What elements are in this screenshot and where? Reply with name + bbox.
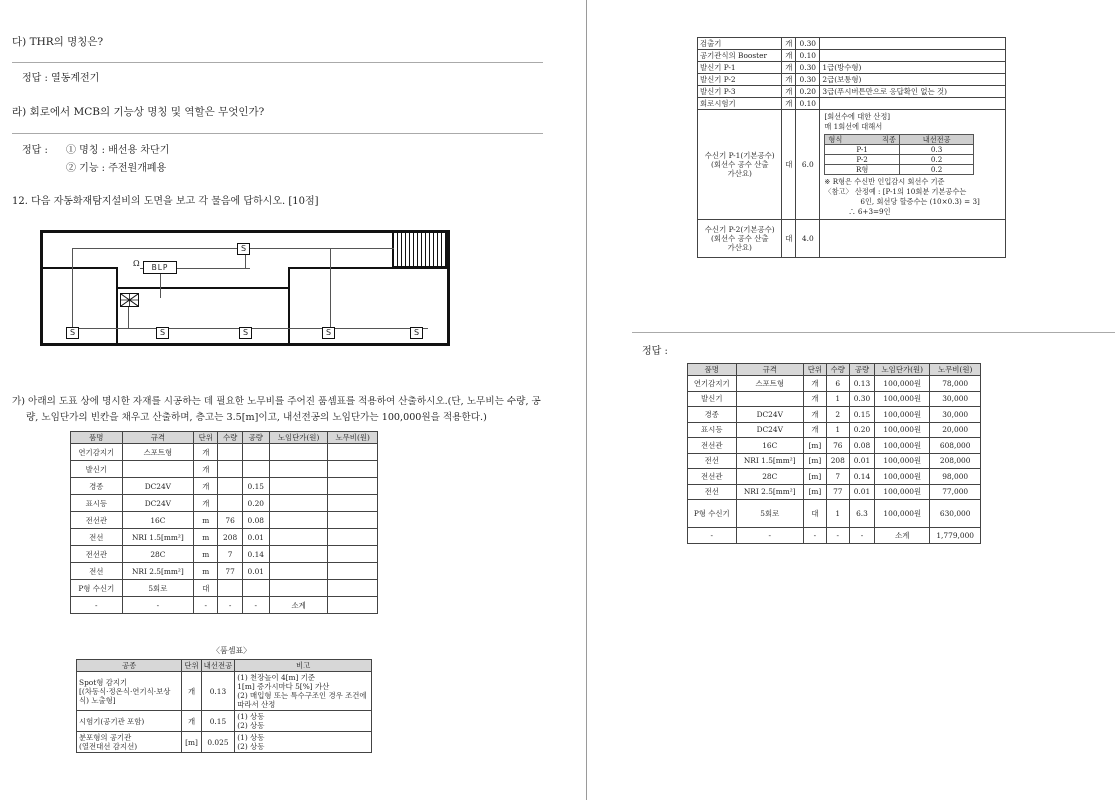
ref-labor: 0.30 [796, 62, 820, 74]
table-cell: 전선관 [688, 469, 737, 485]
answer-ra-label: 정답 : [22, 145, 48, 156]
blp-panel: BLP [143, 261, 177, 274]
column-header: 단위 [803, 364, 826, 376]
column-header: 공량 [242, 432, 269, 444]
inner-header-type: 형식 [828, 135, 843, 144]
column-header: 규격 [736, 364, 803, 376]
table-cell [269, 563, 328, 580]
pumsem-name: 시험기(공기관 포함) [77, 711, 182, 732]
rule [12, 133, 543, 134]
column-header: 규격 [122, 432, 194, 444]
table-cell: - [242, 597, 269, 614]
table-cell: - [194, 597, 218, 614]
table-cell: 78,000 [930, 376, 981, 392]
ref-labor: 0.20 [796, 86, 820, 98]
answer-label: 정답 : [642, 346, 668, 357]
ref-unit: 개 [782, 86, 796, 98]
table-cell: 스포트형 [122, 444, 194, 461]
table-cell: m [194, 529, 218, 546]
table-cell: 100,000원 [875, 422, 930, 438]
pumsem-title: 〈품셈표〉 [212, 646, 252, 655]
column-header: 노임단가(원) [875, 364, 930, 376]
table-cell [218, 495, 242, 512]
table-cell: 100,000원 [875, 438, 930, 454]
rule [12, 62, 543, 63]
pumsem-note: (1) 상동 (2) 상동 [235, 732, 372, 753]
table-cell: 0.20 [849, 422, 874, 438]
table-cell: 0.14 [242, 546, 269, 563]
table-row [71, 580, 378, 597]
table-cell: 0.13 [849, 376, 874, 392]
table-row [71, 444, 378, 461]
table-cell: [m] [803, 453, 826, 469]
table-cell: 경종 [71, 478, 123, 495]
table-cell [328, 563, 378, 580]
column-header: 품명 [71, 432, 123, 444]
table-row [688, 438, 981, 454]
table-cell: 100,000원 [875, 469, 930, 485]
table-cell: m [194, 546, 218, 563]
pumsem-unit: 개 [182, 672, 201, 711]
answer-table [687, 363, 981, 544]
table-cell: 208,000 [930, 453, 981, 469]
table-cell: 6.3 [849, 500, 874, 528]
table-cell [328, 495, 378, 512]
table-cell: 스포트형 [736, 376, 803, 392]
question-ga-line1: 가) 아래의 도표 상에 명시한 자재를 시공하는 데 필요한 노무비를 주어진 품셈표를 적용하여 산출하시오.(단, 노무비는 수량, 공 [12, 396, 541, 407]
answer-ra-1: ① 명칭 : 배선용 차단기 [66, 145, 170, 156]
ref-labor: 6.0 [796, 110, 820, 220]
table-cell [269, 512, 328, 529]
table-cell [269, 444, 328, 461]
table-cell [242, 461, 269, 478]
table-row [698, 86, 1006, 98]
table-cell [269, 495, 328, 512]
table-cell [269, 478, 328, 495]
table-cell: NRI 1.5[mm²] [736, 453, 803, 469]
table-cell: 208 [218, 529, 242, 546]
table-cell: 전선 [71, 529, 123, 546]
table-cell: 0.01 [849, 484, 874, 500]
floor-plan-diagram [40, 230, 450, 346]
table-cell [218, 461, 242, 478]
table-cell: 100,000원 [875, 484, 930, 500]
table-cell: 0.20 [242, 495, 269, 512]
table-cell: 개 [194, 444, 218, 461]
table-cell [218, 444, 242, 461]
inner-cell: P-1 [825, 145, 900, 155]
table-cell: [m] [803, 469, 826, 485]
table-row [688, 422, 981, 438]
table-cell: 발신기 [688, 391, 737, 407]
ref-name: 발신기 P-3 [698, 86, 782, 98]
table-cell: 100,000원 [875, 500, 930, 528]
table-cell [328, 461, 378, 478]
note-foot: ※ R형은 수신반 인입감시 회선수 기준 [824, 177, 945, 186]
table-cell: 전선관 [71, 546, 123, 563]
receiver-icon [120, 293, 139, 307]
table-cell: 100,000원 [875, 407, 930, 423]
table-row [698, 74, 1006, 86]
table-row [698, 62, 1006, 74]
table-cell [328, 512, 378, 529]
table-cell: 98,000 [930, 469, 981, 485]
table-cell: - [736, 528, 803, 544]
table-cell: 0.08 [849, 438, 874, 454]
column-header: 공종 [77, 660, 182, 672]
answer-ra-2: ② 기능 : 주전원개폐용 [66, 163, 167, 174]
table-cell [328, 529, 378, 546]
table-cell: 전선관 [71, 512, 123, 529]
table-cell: 1,779,000 [930, 528, 981, 544]
table-row [71, 512, 378, 529]
answer-da: 정답 : 열동계전기 [22, 73, 100, 84]
table-cell: 대 [194, 580, 218, 597]
table-cell: 연기감지기 [71, 444, 123, 461]
inner-cell: R형 [825, 165, 900, 175]
column-header: 공량 [849, 364, 874, 376]
table-row [77, 672, 372, 711]
table-cell: 전선 [71, 563, 123, 580]
column-header: 수량 [826, 364, 849, 376]
table-cell: [m] [803, 438, 826, 454]
pumsem-unit: [m] [182, 732, 201, 753]
ref-unit: 대 [782, 220, 796, 258]
table-cell [218, 478, 242, 495]
table-cell: 208 [826, 453, 849, 469]
note-foot: 6인, 회선당 할증수는 (10×0.3) = 3] [860, 197, 980, 206]
table-cell [269, 580, 328, 597]
ref-note: 2급(보통형) [820, 74, 1006, 86]
table-row [71, 478, 378, 495]
table-cell: 전선관 [688, 438, 737, 454]
table-cell [242, 444, 269, 461]
table-cell: 20,000 [930, 422, 981, 438]
table-row [71, 546, 378, 563]
labor-reference-table [697, 37, 1006, 258]
table-cell: 대 [803, 500, 826, 528]
table-cell: 77 [826, 484, 849, 500]
table-cell [242, 580, 269, 597]
table-cell [328, 580, 378, 597]
table-cell: NRI 2.5[mm²] [122, 563, 194, 580]
ref-note [820, 38, 1006, 50]
table-cell: - [71, 597, 123, 614]
table-cell: 발신기 [71, 461, 123, 478]
table-cell: 표시등 [71, 495, 123, 512]
table-cell: - [803, 528, 826, 544]
table-cell: 1 [826, 500, 849, 528]
column-header: 노임단가(원) [269, 432, 328, 444]
question-ra: 라) 회로에서 MCB의 기능상 명칭 및 역할은 무엇인가? [12, 106, 265, 118]
column-header: 노무비(원) [328, 432, 378, 444]
table-cell: 2 [826, 407, 849, 423]
table-cell: 전선 [688, 453, 737, 469]
table-cell: 개 [194, 495, 218, 512]
omega-label: Ω [133, 259, 140, 268]
table-cell: 100,000원 [875, 453, 930, 469]
table-cell: 0.15 [849, 407, 874, 423]
table-row [688, 407, 981, 423]
ref-labor: 0.10 [796, 50, 820, 62]
table-row [688, 391, 981, 407]
ref-note: 3급(푸시버튼만으로 응답확인 없는 것) [820, 86, 1006, 98]
ref-note [820, 110, 1006, 220]
inner-cell: P-2 [825, 155, 900, 165]
table-cell: 연기감지기 [688, 376, 737, 392]
column-header: 수량 [218, 432, 242, 444]
table-cell: 28C [122, 546, 194, 563]
smoke-detector-icon: S [239, 327, 252, 339]
table-cell [328, 597, 378, 614]
ref-name: 검출기 [698, 38, 782, 50]
table-cell [269, 529, 328, 546]
table-row [688, 484, 981, 500]
question-12: 12. 다음 자동화재탐지설비의 도면을 보고 각 물음에 답하시오. [10점] [12, 196, 319, 207]
ref-labor: 0.30 [796, 38, 820, 50]
pumsem-table [76, 659, 372, 753]
table-cell: 전선 [688, 484, 737, 500]
inner-header [825, 135, 900, 145]
pumsem-unit: 개 [182, 711, 201, 732]
table-cell [269, 546, 328, 563]
question-ga-line2: 량, 노임단가의 빈칸을 채우고 산출하며, 층고는 3.5[m]이고, 내선전공의 노임단가는 100,000원을 적용한다.) [26, 412, 487, 423]
ref-name: 발신기 P-2 [698, 74, 782, 86]
table-row [71, 597, 378, 614]
table-cell [328, 478, 378, 495]
table-cell: 30,000 [930, 391, 981, 407]
column-header: 단위 [182, 660, 201, 672]
circuit-labor-table [824, 134, 974, 175]
table-cell: 개 [803, 407, 826, 423]
table-cell: 16C [122, 512, 194, 529]
table-row [688, 528, 981, 544]
table-row [71, 495, 378, 512]
note-sub: 매 1회선에 대해서 [824, 122, 883, 131]
table-cell: - [122, 597, 194, 614]
pumsem-name: Spot형 감지기 [(차동식·정온식·연기식·보상식) 노출형] [77, 672, 182, 711]
table-cell: 7 [218, 546, 242, 563]
rule [632, 332, 1115, 333]
table-cell: NRI 2.5[mm²] [736, 484, 803, 500]
table-cell [122, 461, 194, 478]
table-cell: 1 [826, 391, 849, 407]
table-cell: 개 [803, 391, 826, 407]
table-cell: 개 [803, 422, 826, 438]
pumsem-labor: 0.025 [201, 732, 235, 753]
table-cell: 0.01 [849, 453, 874, 469]
table-cell: - [218, 597, 242, 614]
smoke-detector-icon: S [66, 327, 79, 339]
table-cell: 0.08 [242, 512, 269, 529]
table-cell: 0.14 [849, 469, 874, 485]
table-cell: 0.01 [242, 563, 269, 580]
table-cell: 6 [826, 376, 849, 392]
note-foot: 〈참고〉 산정예 : [P-1의 10회분 기본공수는 [824, 187, 967, 196]
table-cell: 7 [826, 469, 849, 485]
pumsem-labor: 0.13 [201, 672, 235, 711]
ref-note [820, 50, 1006, 62]
inner-header-labor: 내선전공 [899, 135, 974, 145]
stairs [392, 232, 447, 267]
question-table [70, 431, 378, 614]
smoke-detector-icon: S [156, 327, 169, 339]
smoke-detector-icon: S [237, 243, 250, 255]
table-row [698, 98, 1006, 110]
table-cell [218, 580, 242, 597]
table-row [688, 500, 981, 528]
table-cell: 개 [803, 376, 826, 392]
table-cell: 경종 [688, 407, 737, 423]
table-cell: P형 수신기 [71, 580, 123, 597]
table-cell: P형 수신기 [688, 500, 737, 528]
table-cell: [m] [803, 484, 826, 500]
ref-name: 회로시험기 [698, 98, 782, 110]
table-cell: 77,000 [930, 484, 981, 500]
table-cell: 16C [736, 438, 803, 454]
table-cell: 76 [826, 438, 849, 454]
table-cell [328, 546, 378, 563]
ref-note [820, 220, 1006, 258]
ref-labor: 4.0 [796, 220, 820, 258]
table-cell: 개 [194, 478, 218, 495]
table-row [71, 529, 378, 546]
pumsem-labor: 0.15 [201, 711, 235, 732]
table-cell: 1 [826, 422, 849, 438]
column-header: 비고 [235, 660, 372, 672]
note-title: [회선수에 대한 산정] [824, 112, 891, 121]
inner-row [825, 165, 974, 175]
table-row [698, 38, 1006, 50]
table-cell: DC24V [122, 478, 194, 495]
table-cell: 30,000 [930, 407, 981, 423]
table-row [688, 453, 981, 469]
table-row [698, 220, 1006, 258]
table-cell: 77 [218, 563, 242, 580]
inner-row [825, 155, 974, 165]
smoke-detector-icon: S [322, 327, 335, 339]
table-cell: 표시등 [688, 422, 737, 438]
table-cell: 608,000 [930, 438, 981, 454]
table-cell: DC24V [736, 422, 803, 438]
table-cell [328, 444, 378, 461]
page-divider [586, 0, 587, 800]
inner-header-job: 직종 [882, 135, 896, 144]
ref-unit: 개 [782, 50, 796, 62]
table-cell [269, 461, 328, 478]
ref-name: 공기관식의 Booster [698, 50, 782, 62]
column-header: 품명 [688, 364, 737, 376]
table-cell: 5회로 [122, 580, 194, 597]
inner-cell: 0.2 [899, 165, 974, 175]
table-cell: 0.30 [849, 391, 874, 407]
column-header: 노무비(원) [930, 364, 981, 376]
table-cell: 0.01 [242, 529, 269, 546]
table-cell: 개 [194, 461, 218, 478]
smoke-detector-icon: S [410, 327, 423, 339]
ref-unit: 개 [782, 74, 796, 86]
inner-cell: 0.2 [899, 155, 974, 165]
note-foot: ∴ 6+3=9인 [848, 207, 891, 216]
table-cell: 100,000원 [875, 391, 930, 407]
table-row [71, 563, 378, 580]
table-cell: - [826, 528, 849, 544]
table-cell: 5회로 [736, 500, 803, 528]
table-row [77, 711, 372, 732]
column-header: 단위 [194, 432, 218, 444]
ref-unit: 개 [782, 62, 796, 74]
table-cell: DC24V [736, 407, 803, 423]
column-header: 내선전공 [201, 660, 235, 672]
ref-note: 1급(방수형) [820, 62, 1006, 74]
ref-unit: 개 [782, 98, 796, 110]
table-cell: 0.15 [242, 478, 269, 495]
table-cell: 100,000원 [875, 376, 930, 392]
table-cell [736, 391, 803, 407]
table-row [71, 461, 378, 478]
table-cell: 소계 [269, 597, 328, 614]
table-cell: - [849, 528, 874, 544]
table-row [688, 469, 981, 485]
table-row [698, 110, 1006, 220]
table-cell: 76 [218, 512, 242, 529]
question-da: 다) THR의 명칭은? [12, 36, 104, 48]
ref-name: 수신기 P-2(기본공수) (회선수 공수 산출 가산요) [698, 220, 782, 258]
ref-unit: 대 [782, 110, 796, 220]
table-cell: 28C [736, 469, 803, 485]
table-cell: DC24V [122, 495, 194, 512]
table-cell: m [194, 512, 218, 529]
table-cell: m [194, 563, 218, 580]
ref-name: 발신기 P-1 [698, 62, 782, 74]
table-cell: 630,000 [930, 500, 981, 528]
inner-cell: 0.3 [899, 145, 974, 155]
table-row [698, 50, 1006, 62]
table-cell: - [688, 528, 737, 544]
inner-row [825, 145, 974, 155]
ref-note [820, 98, 1006, 110]
pumsem-name: 분포형의 공기관 (열전대선 감지선) [77, 732, 182, 753]
ref-name: 수신기 P-1(기본공수) (회선수 공수 산출 가산요) [698, 110, 782, 220]
ref-unit: 개 [782, 38, 796, 50]
ref-labor: 0.10 [796, 98, 820, 110]
ref-labor: 0.30 [796, 74, 820, 86]
table-cell: NRI 1.5[mm²] [122, 529, 194, 546]
pumsem-note: (1) 상동 (2) 상동 [235, 711, 372, 732]
table-row [77, 732, 372, 753]
table-row [688, 376, 981, 392]
pumsem-note: (1) 천장높이 4[m] 기준 1[m] 증가시마다 5[%] 가산 (2) 매입형 또는 특수구조인 경우 조건에 따라서 산정 [235, 672, 372, 711]
table-cell: 소계 [875, 528, 930, 544]
